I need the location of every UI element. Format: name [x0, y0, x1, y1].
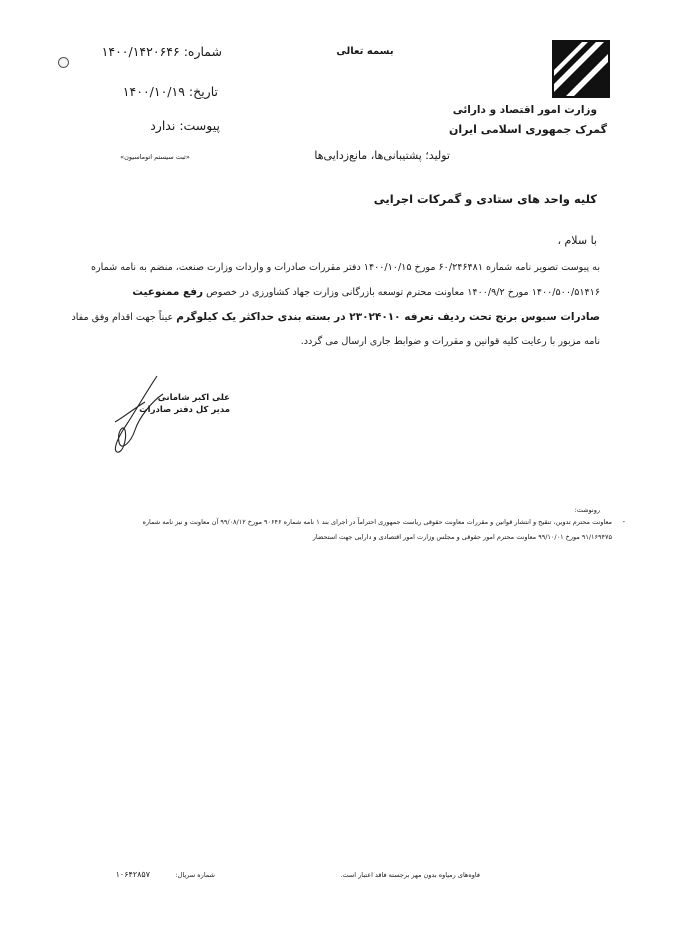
- serial-label: شماره سریال:: [175, 871, 215, 879]
- cc-line-1: معاونت محترم تدوین، تنقیح و انتشار قوانین و مقررات معاونت حقوقی ریاست جمهوری احتراماً در اجرای بند ۱ نامه شماره ۹۰۶۴۶ مورخ ۹۹/۰۸/۱۲ آن معاونت و نیز نامه شماره: [142, 518, 612, 526]
- customs-logo-icon: [552, 40, 610, 98]
- greeting: با سلام ،: [557, 234, 597, 247]
- signature-scribble-icon: [105, 372, 175, 462]
- body-line-3-text: عیناً جهت اقدام وفق مفاد: [71, 312, 174, 323]
- customs-name: گمرک جمهوری اسلامی ایران: [448, 123, 607, 136]
- system-note: «ثبت سیستم اتوماسیون»: [120, 153, 190, 161]
- basmala: بسمه تعالی: [336, 46, 394, 57]
- body-line-3-emphasis: صادرات سبوس برنج تحت ردیف تعرفه ۲۳۰۲۴۰۱۰ در بسته بندی حداکثر یک کیلوگرم: [176, 311, 600, 323]
- body-line-2-text: ۱۴۰۰/۵۰۰/۵۱۴۱۶ مورخ ۱۴۰۰/۹/۲ معاونت محترم توسعه بازرگانی وزارت جهاد کشاورزی در خصوص: [206, 287, 600, 298]
- footer-note: فاوه‌های رمیاوه بدون مهر برجسته فاقد اعتبار است.: [340, 871, 480, 879]
- body-line-1: به پیوست تصویر نامه شماره ۶۰/۲۴۶۴۸۱ مورخ ۱۴۰۰/۱۰/۱۵ دفتر مقررات صادرات و واردات وزارت صنعت، منضم به نامه شماره: [91, 262, 600, 273]
- signer-name: علی اکبر شامانی: [157, 393, 230, 403]
- body-line-4: نامه مزبور با رعایت کلیه قوانین و مقررات و ضوابط جاری ارسال می گردد.: [300, 336, 600, 347]
- cc-bullet: -: [622, 518, 625, 526]
- letter-date: تاریخ: ۱۴۰۰/۱۰/۱۹: [122, 84, 218, 99]
- ministry-name: وزارت امور اقتصاد و دارائی: [452, 104, 597, 116]
- cc-label: رونوشت:: [574, 506, 600, 514]
- serial-value: ۱۰۶۴۲۸۵۷: [115, 870, 150, 879]
- cc-line-2: ۹۱/۱۶۹۴۷۵ مورخ ۹۹/۱۰/۰۱ معاونت محترم امور حقوقی و مجلس وزارت امور اقتصادی و دارایی جهت استحضار: [312, 533, 612, 541]
- signer-title: مدیر کل دفتر صادرات: [139, 405, 230, 415]
- addressee: کلیه واحد های ستادی و گمرکات اجرایی: [373, 192, 597, 206]
- slogan: تولید؛ پشتیبانی‌ها، مانع‌زدایی‌ها: [314, 149, 450, 162]
- letter-attachment: پیوست: ندارد: [150, 118, 220, 133]
- body-line-2: [92, 280, 600, 305]
- body-line-2-emphasis: رفع ممنوعیت: [132, 286, 204, 298]
- body-line-3: [71, 305, 600, 330]
- letter-number: شماره: ۱۴۰۰/۱۴۲۰۶۴۶: [101, 44, 222, 59]
- letter-body: [71, 256, 600, 354]
